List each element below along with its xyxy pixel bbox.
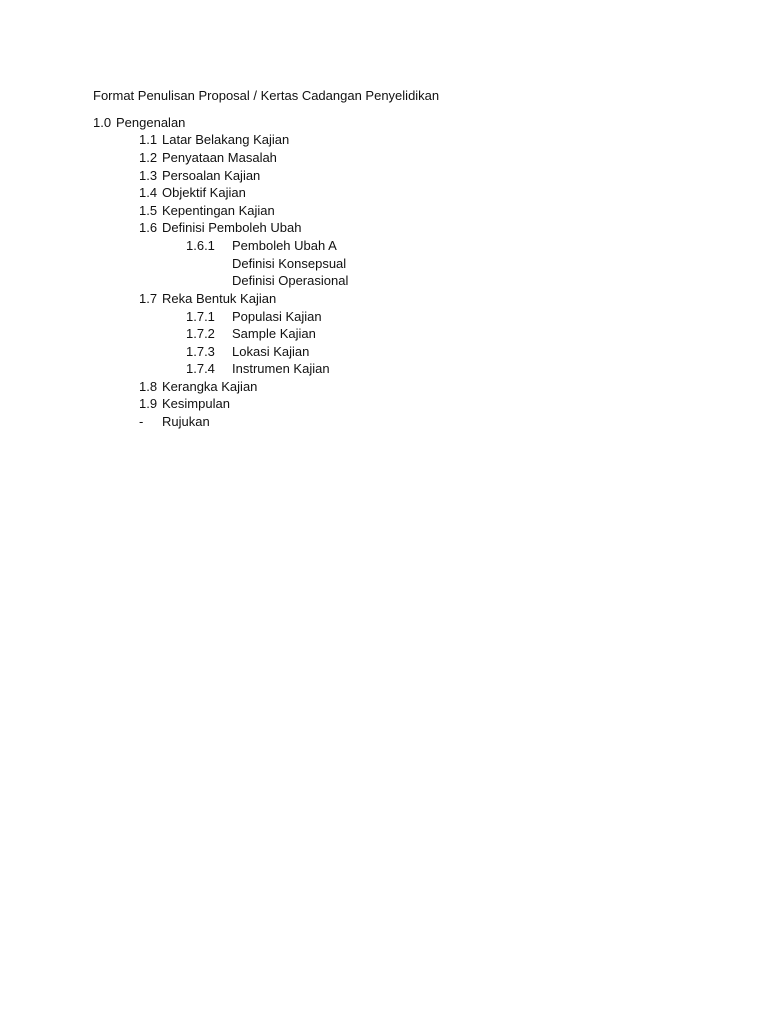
outline-heading: Reka Bentuk Kajian	[162, 291, 277, 306]
outline-heading: Kerangka Kajian	[162, 379, 258, 394]
document-title: Format Penulisan Proposal / Kertas Cadangan Penyelidikan	[93, 88, 440, 103]
outline-number: 1.6.1	[186, 238, 215, 253]
outline-heading: Pemboleh Ubah A	[232, 238, 337, 253]
outline-heading: Definisi Operasional	[232, 273, 349, 288]
outline-heading: Kesimpulan	[162, 396, 230, 411]
outline-heading: Pengenalan	[116, 115, 186, 130]
outline-number: 1.1	[139, 132, 158, 147]
outline-bullet: -	[139, 414, 144, 429]
outline-number: 1.7.2	[186, 326, 215, 341]
outline-number: 1.3	[139, 168, 158, 183]
outline-heading: Objektif Kajian	[162, 185, 246, 200]
outline-number: 1.6	[139, 220, 158, 235]
outline-heading: Persoalan Kajian	[162, 168, 261, 183]
outline-number: 1.8	[139, 379, 158, 394]
outline-number: 1.2	[139, 150, 158, 165]
outline-number: 1.9	[139, 396, 158, 411]
outline-heading: Rujukan	[162, 414, 210, 429]
outline-heading: Lokasi Kajian	[232, 344, 310, 359]
outline-number: 1.7.3	[186, 344, 215, 359]
outline-heading: Instrumen Kajian	[232, 361, 330, 376]
outline-number: 1.7.4	[186, 361, 215, 376]
outline-number: 1.0	[93, 115, 112, 130]
outline-heading: Sample Kajian	[232, 326, 316, 341]
outline-number: 1.7.1	[186, 309, 215, 324]
outline-heading: Penyataan Masalah	[162, 150, 277, 165]
outline-number: 1.7	[139, 291, 158, 306]
outline-number: 1.4	[139, 185, 158, 200]
outline-heading: Populasi Kajian	[232, 309, 322, 324]
outline-heading: Kepentingan Kajian	[162, 203, 275, 218]
outline-number: 1.5	[139, 203, 158, 218]
outline-heading: Definisi Pemboleh Ubah	[162, 220, 302, 235]
outline-heading: Definisi Konsepsual	[232, 256, 347, 271]
outline-heading: Latar Belakang Kajian	[162, 132, 290, 147]
